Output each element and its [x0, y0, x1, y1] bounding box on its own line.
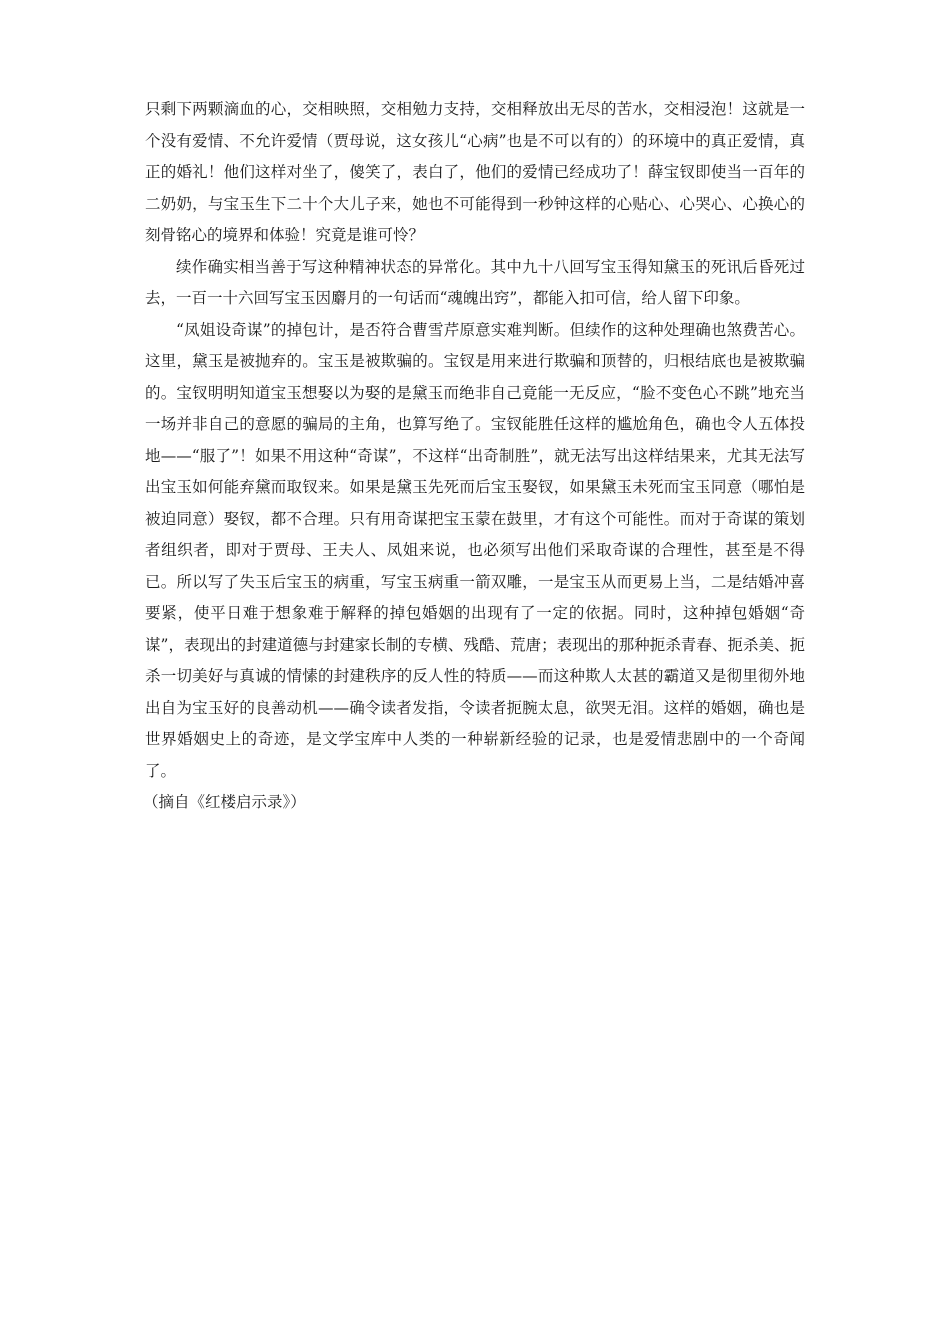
paragraph-3: “凤姐设奇谋”的掉包计，是否符合曹雪芹原意实难判断。但续作的这种处理确也煞费苦心。这里，黛玉是被抛弃的。宝玉是被欺骗的。宝钗是用来进行欺骗和顶替的，归根结底也是被欺骗的。宝钗明明知道宝玉想娶以为娶的是黛玉而绝非自己竟能一无反应，“脸不变色心不跳”地充当一场并非自己的意愿的骗局的主角，也算写绝了。宝钗能胜任这样的尴尬角色，确也令人五体投地——“服了”！如果不用这种“奇谋”，不这样“出奇制胜”，就无法写出这样结果来，尤其无法写出宝玉如何能弃黛而取钗来。如果是黛玉先死而后宝玉娶钗，如果黛玉未死而宝玉同意（哪怕是被迫同意）娶钗，都不合理。只有用奇谋把宝玉蒙在鼓里，才有这个可能性。而对于奇谋的策划者组织者，即对于贾母、王夫人、凤姐来说，也必须写出他们采取奇谋的合理性，甚至是不得已。所以写了失玉后宝玉的病重，写宝玉病重一箭双雕，一是宝玉从而更易上当，二是结婚冲喜要紧，使平日难于想象难于解释的掉包婚姻的出现有了一定的依据。同时，这种掉包婚姻“奇谋”，表现出的封建道德与封建家长制的专横、残酷、荒唐；表现出的那种扼杀青春、扼杀美、扼杀一切美好与真诚的情愫的封建秩序的反人性的特质——而这种欺人太甚的霸道又是彻里彻外地出自为宝玉好的良善动机——确令读者发指，令读者扼腕太息，欲哭无泪。这样的婚姻，确也是世界婚姻史上的奇迹，是文学宝库中人类的一种崭新经验的记录，也是爱情悲剧中的一个奇闻了。: [145, 320, 805, 780]
document-body: [145, 94, 805, 819]
source-citation: （摘自《红楼启示录》）: [143, 793, 306, 811]
paragraph-1: 只剩下两颗滴血的心，交相映照，交相勉力支持，交相释放出无尽的苦水，交相浸泡！这就是一个没有爱情、不允许爱情（贾母说，这女孩儿“心病”也是不可以有的）的环境中的真正爱情，真正的婚礼！他们这样对坐了，傻笑了，表白了，他们的爱情已经成功了！薛宝钗即使当一百年的二奶奶，与宝玉生下二十个大儿子来，她也不可能得到一秒钟这样的心贴心、心哭心、心换心的刻骨铭心的境界和体验！究竟是谁可怜？: [145, 100, 805, 244]
paragraph-2: 续作确实相当善于写这种精神状态的异常化。其中九十八回写宝玉得知黛玉的死讯后昏死过去，一百一十六回写宝玉因麝月的一句话而“魂魄出窍”，都能入扣可信，给人留下印象。: [145, 257, 805, 307]
